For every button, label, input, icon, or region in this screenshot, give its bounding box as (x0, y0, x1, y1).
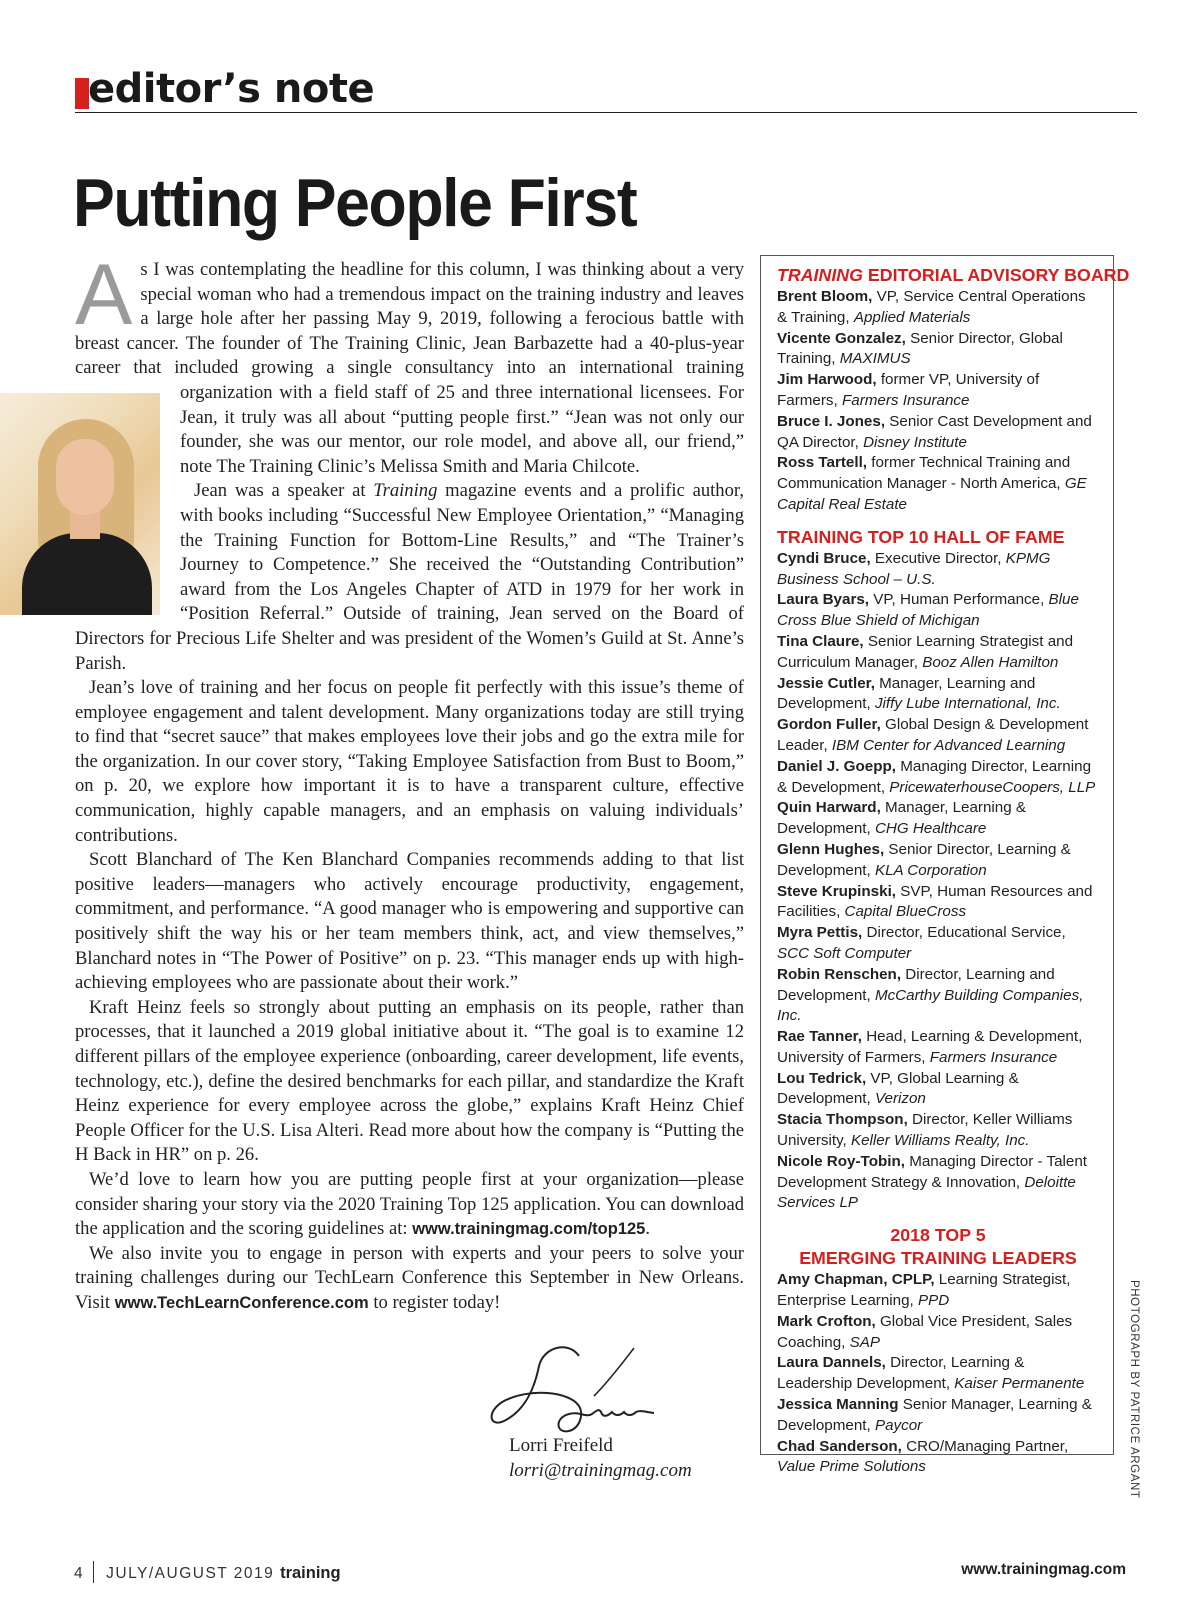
entry-name: Vicente Gonzalez, (777, 329, 906, 347)
sidebar-entry (777, 798, 1099, 840)
entry-organization: Disney Institute (863, 433, 967, 451)
emerging-heading-line-2: EMERGING TRAINING LEADERS (799, 1248, 1077, 1269)
folio-divider (93, 1561, 95, 1583)
sidebar-entry (777, 1353, 1099, 1395)
portrait-body (22, 533, 152, 615)
entry-name: Quin Harward, (777, 799, 881, 817)
board-list (777, 287, 1099, 516)
entry-role: Global Design & Development Leader, (777, 716, 1089, 754)
entry-role: Director, Learning and Development, (777, 965, 1055, 1004)
section-header (75, 68, 1137, 113)
entry-organization: Applied Materials (853, 308, 971, 326)
sidebar-entry (777, 757, 1099, 799)
entry-organization: Capital BlueCross (844, 903, 967, 921)
signoff-email[interactable]: lorri@trainingmag.com (509, 1460, 692, 1481)
entry-role: Managing Director - Talent Development Strategy & Innovation, (777, 1152, 1088, 1191)
entry-role: Director, Keller Williams University, (777, 1111, 1073, 1150)
entry-role: VP, Service Central Operations & Training, (777, 288, 1086, 326)
entry-role: Senior Manager, Learning & Development, (777, 1396, 1092, 1434)
entry-role: Senior Director, Global Training, (777, 329, 1063, 368)
entry-name: Jessie Cutler, (777, 674, 875, 692)
sidebar-entry (777, 1437, 1099, 1479)
sidebar-entry (777, 882, 1099, 924)
entry-name: Jim Harwood, (777, 371, 877, 389)
entry-role: SVP, Human Resources and Facilities, (777, 882, 1093, 921)
entry-organization: Kaiser Permanente (954, 1375, 1085, 1393)
entry-name: Ross Tartell, (777, 454, 868, 472)
section-marker (75, 78, 89, 109)
paragraph-4: Scott Blanchard of The Ken Blanchard Companies recommends adding to that list positive leaders—managers who actively encourage productivity, engagement, commitment, and performance. “A good manager who is empowering and supportive can positively shift the way his or her team members think, act, and view themselves,” Blanchard notes in “The Power of Positive” on p. 23. “This manager ends up with high-achieving employees who are passionate about their work.” (75, 849, 744, 994)
brand-name: training (280, 1564, 341, 1582)
sidebar-entry (777, 590, 1099, 632)
entry-organization: PPD (918, 1292, 950, 1310)
entry-organization: CHG Healthcare (874, 820, 987, 838)
article-title: Putting People First (73, 165, 637, 241)
entry-role: Manager, Learning and Development, (777, 674, 1036, 713)
entry-organization: KPMG Business School – U.S. (777, 549, 1051, 588)
entry-role: Senior Learning Strategist and Curriculum Manager, (777, 632, 1074, 671)
entry-role: Senior Director, Learning & Development, (777, 840, 1071, 879)
sidebar-entry (777, 674, 1099, 716)
entry-organization: Blue Cross Blue Shield of Michigan (777, 591, 1079, 630)
signature-image (484, 1336, 674, 1446)
entry-role: Director, Educational Service, (862, 924, 1066, 942)
drop-cap: A (75, 247, 133, 343)
entry-organization: KLA Corporation (874, 861, 987, 879)
sidebar-entry (777, 840, 1099, 882)
entry-role: former Technical Training and Communication Manager - North America, (777, 454, 1071, 493)
entry-organization: Keller Williams Realty, Inc. (850, 1132, 1030, 1150)
board-heading-italic: TRAINING (777, 265, 863, 285)
paragraph-7-end: to register today! (368, 1291, 501, 1313)
footer-folio (74, 1561, 341, 1583)
sidebar-entry (777, 1069, 1099, 1111)
sidebar-entry (777, 965, 1099, 1027)
entry-organization: Jiffy Lube International, Inc. (874, 695, 1061, 713)
paragraph-6-end: . (645, 1218, 651, 1240)
paragraph-5: Kraft Heinz feels so strongly about putting an emphasis on its people, rather than processes, that it launched a 2019 global initiative about it. “The goal is to examine 12 different pillars of the employee experience (onboarding, career development, life events, technology, etc.), define the desired benchmarks for each pillar, and standardize the Kraft Heinz experience for every employee across the globe,” explains Kraft Heinz Chief People Officer for the U.S. Lisa Alteri. Read more about how the company is “Putting the H Back in HR” on p. 26. (75, 996, 744, 1166)
top125-link[interactable]: www.trainingmag.com/top125 (412, 1220, 646, 1239)
hall-of-fame-list (777, 549, 1099, 1215)
entry-organization: Value Prime Solutions (777, 1458, 926, 1476)
sidebar-entry (777, 923, 1099, 965)
portrait-face (56, 439, 114, 515)
entry-name: Amy Chapman, CPLP, (777, 1271, 935, 1289)
sidebar-entry (777, 1312, 1099, 1354)
entry-name: Glenn Hughes, (777, 840, 885, 858)
entry-organization: Paycor (874, 1416, 923, 1434)
page-number: 4 (74, 1565, 83, 1582)
entry-organization: Verizon (874, 1090, 926, 1108)
emerging-heading-line-1: 2018 TOP 5 (890, 1225, 986, 1246)
entry-name: Nicole Roy-Tobin, (777, 1152, 905, 1170)
entry-organization: Farmers Insurance (841, 391, 970, 409)
sidebar-entry (777, 329, 1099, 371)
entry-role: Learning Strategist, Enterprise Learning, (777, 1271, 1071, 1310)
entry-role: Managing Director, Learning & Development, (777, 757, 1092, 796)
entry-name: Tina Claure, (777, 632, 864, 650)
hall-of-fame-heading: TRAINING TOP 10 HALL OF FAME (777, 526, 1065, 547)
magazine-name: Training (373, 480, 438, 502)
entry-name: Brent Bloom, (777, 288, 873, 305)
entry-name: Daniel J. Goepp, (777, 757, 896, 775)
entry-name: Myra Pettis, (777, 924, 863, 942)
entry-role: Global Vice President, Sales Coaching, (777, 1312, 1073, 1351)
paragraph-3: Jean’s love of training and her focus on people fit perfectly with this issue’s theme of employee engagement and talent development. Many organizations today are still trying to find that “secret sauce” that makes employees love their jobs and go the extra mile for the organization. In our cover story, “Taking Employee Satisfaction from Bust to Boom,” on p. 20, we explore how important it is to have a transparent culture, effective communication, highly capable managers, and an emphasis on valuing individuals’ contributions. (75, 677, 744, 846)
entry-name: Steve Krupinski, (777, 882, 897, 900)
entry-role: VP, Human Performance, (869, 591, 1049, 609)
paragraph-6-text: We’d love to learn how you are putting people first at your organization—please consider sharing your story via the 2020 Training Top 125 application. You can download the application and the scoring guidelines at: (75, 1168, 744, 1240)
techlearn-link[interactable]: www.TechLearnConference.com (114, 1293, 369, 1312)
entry-name: Bruce I. Jones, (777, 412, 886, 430)
sidebar-entry (777, 287, 1099, 329)
entry-name: Cyndi Bruce, (777, 549, 871, 567)
advisory-sidebar (760, 255, 1130, 1476)
entry-role: Director, Learning & Leadership Development, (777, 1354, 1025, 1393)
sidebar-entry (777, 1027, 1099, 1069)
entry-name: Lou Tedrick, (777, 1069, 867, 1087)
paragraph-2 (75, 479, 744, 676)
entry-role: Executive Director, (870, 549, 1006, 567)
entry-name: Laura Byars, (777, 591, 870, 609)
sidebar-entry (777, 632, 1099, 674)
footer-url[interactable]: www.trainingmag.com (961, 1561, 1126, 1578)
entry-role: CRO/Managing Partner, (901, 1437, 1069, 1455)
paragraph-7-text: We also invite you to engage in person with experts and your peers to solve your training challenges during our TechLearn Conference this September in New Orleans. Visit (75, 1242, 744, 1313)
article-body (75, 247, 744, 1316)
entry-organization: Farmers Insurance (929, 1048, 1058, 1066)
sidebar-entry (777, 412, 1099, 454)
entry-organization: SAP (849, 1333, 880, 1351)
paragraph-7 (75, 1242, 744, 1316)
paragraph-2-text-a: Jean was a speaker at (194, 480, 374, 502)
sidebar-entry (777, 453, 1099, 515)
signoff-name: Lorri Freifeld (509, 1435, 613, 1456)
sidebar-entry (777, 1152, 1099, 1214)
board-heading-rest: EDITORIAL ADVISORY BOARD (862, 265, 1130, 285)
sidebar-entry (777, 1270, 1099, 1312)
sidebar-entry (777, 715, 1099, 757)
sidebar-entry (777, 1395, 1099, 1437)
section-label: editor’s note (88, 66, 375, 112)
entry-name: Jessica Manning (777, 1396, 899, 1414)
sidebar-entry (777, 370, 1099, 412)
board-heading (777, 264, 1130, 286)
entry-organization: PricewaterhouseCoopers, LLP (889, 778, 1096, 796)
sidebar-entry (777, 1110, 1099, 1152)
entry-organization: Deloitte Services LP (777, 1173, 1076, 1212)
entry-role: former VP, University of Farmers, (777, 371, 1040, 409)
paragraph-1 (75, 247, 744, 479)
entry-organization: Booz Allen Hamilton (922, 653, 1059, 671)
issue-date: JULY/AUGUST 2019 (106, 1565, 275, 1582)
entry-role: VP, Global Learning & Development, (777, 1069, 1019, 1108)
emerging-leaders-list (777, 1270, 1099, 1478)
portrait-photo (0, 393, 160, 615)
photo-credit: PHOTOGRAPH BY PATRICE ARGANT (1128, 1280, 1140, 1499)
entry-organization: SCC Soft Computer (777, 944, 912, 962)
entry-name: Chad Sanderson, (777, 1437, 902, 1455)
paragraph-2-text-b: magazine events and a prolific author, with books including “Successful New Employee Orientation,” “Managing the Training Function for Bottom-Line Results,” and “The Trainer’s Journey to Competence.” She received the “Outstanding Contribution” award from the Los Angeles Chapter of ATD in 1979 for her work in “Position Referral.” Outside of training, Jean served on the Board of Directors for Precious Life Shelter and was president of the Women’s Guild at St. Anne’s Parish. (75, 480, 744, 674)
entry-organization: GE Capital Real Estate (777, 475, 1087, 513)
entry-organization: IBM Center for Advanced Learning (831, 736, 1066, 754)
entry-role: Head, Learning & Development, University of Farmers, (777, 1028, 1083, 1066)
entry-organization: McCarthy Building Companies, Inc. (777, 986, 1084, 1025)
entry-name: Gordon Fuller, (777, 716, 881, 734)
entry-role: Manager, Learning & Development, (777, 799, 1027, 838)
entry-organization: MAXIMUS (839, 350, 911, 368)
entry-name: Mark Crofton, (777, 1312, 876, 1330)
paragraph-6 (75, 1168, 744, 1242)
sidebar-entry (777, 549, 1099, 591)
entry-name: Stacia Thompson, (777, 1111, 908, 1129)
entry-name: Laura Dannels, (777, 1354, 886, 1372)
entry-role: Senior Cast Development and QA Director, (777, 412, 1092, 451)
entry-name: Robin Renschen, (777, 965, 902, 983)
entry-name: Rae Tanner, (777, 1028, 862, 1046)
paragraph-1-text: s I was contemplating the headline for this column, I was thinking about a very special woman who had a tremendous impact on the training industry and leaves a large hole after her passing May 9, 2019, following a ferocious battle with breast cancer. The founder of The Training Clinic, Jean Barbazette had a 40-plus-year career that included growing a single consultancy into an international training organization with a field staff of 25 and three international licensees. For Jean, it truly was all about “putting people first.” “Jean was not only our founder, she was our mentor, our role model, and above all, our friend,” note The Training Clinic’s Melissa Smith and Maria Chilcote. (75, 259, 744, 477)
